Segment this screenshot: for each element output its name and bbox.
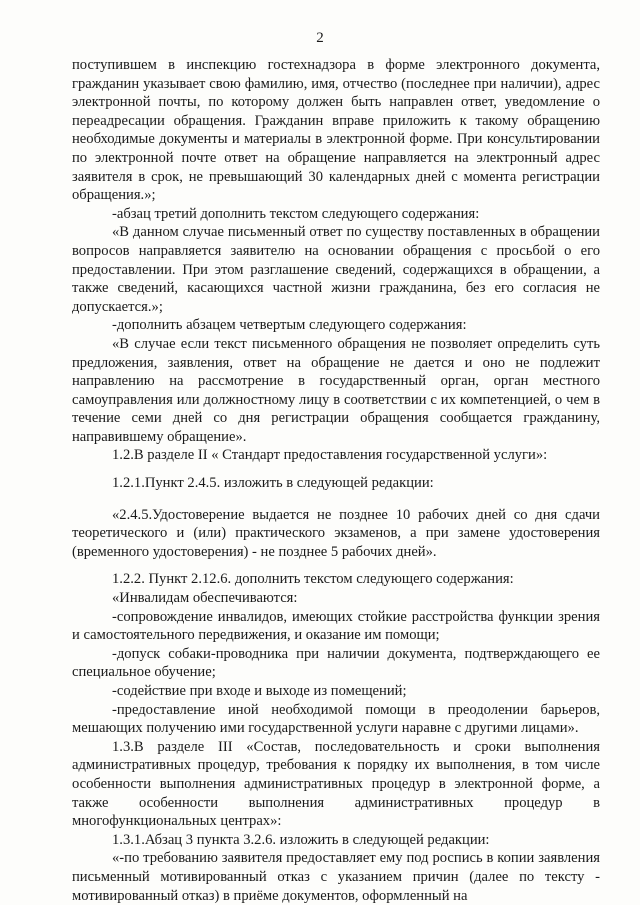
paragraph-8: «2.4.5.Удостоверение выдается не позднее 10 рабочих дней со дня сдачи теоретического и (или) практического экзаменов, а при замене удостоверения (временного удостоверения) - не позднее 5 рабочих дней».	[72, 506, 600, 560]
paragraph-7: 1.2.1.Пункт 2.4.5. изложить в следующей редакции:	[112, 475, 434, 492]
paragraph-5: «В случае если текст письменного обращения не позволяет определить суть предложения, заявления, ответ на обращение не дается и оно не подлежит направлению на рассмотрение в государственный орган, орган местного самоуправления или должностному лицу в соответствии с их компетенцией, о чем в течение семи дней со дня регистрации обращения сообщается гражданину, направившему обращение».	[72, 335, 600, 445]
paragraph-14: -предоставление иной необходимой помощи в преодолении барьеров, мешающих получению ими государственной услуги наравне с другими лицами».	[72, 701, 600, 737]
paragraph-4: -дополнить абзацем четвертым следующего содержания:	[112, 317, 467, 334]
paragraph-13: -содействие при входе и выходе из помещений;	[112, 683, 407, 699]
paragraph-12: -допуск собаки-проводника при наличии документа, подтверждающего ее специальное обучение;	[72, 645, 600, 681]
paragraph-2: -абзац третий дополнить текстом следующего содержания:	[112, 205, 480, 222]
paragraph-15: 1.3.В разделе III «Состав, последовательность и сроки выполнения административных процедур, требования к порядку их выполнения, в том числе особенности выполнения административных процедур в электронной форме, а также особенности выполнения административных процедур в многофункциональных центрах»:	[72, 738, 600, 830]
paragraph-3: «В данном случае письменный ответ по существу поставленных в обращении вопросов направляется заявителю на основании обращения с просьбой о его предоставлении. При этом разглашение сведений, содержащихся в обращении, а также сведений, касающихся частной жизни гражданина, без его согласия не допускается.»;	[72, 224, 600, 315]
paragraph-10: «Инвалидам обеспечиваются:	[112, 590, 298, 607]
paragraph-17: «-по требованию заявителя предоставляет ему под роспись в копии заявления письменный мотивированный отказ с указанием причин (далее по тексту - мотивированный отказ) в приёме документов, оформленный на	[72, 850, 600, 904]
paragraph-11: -сопровождение инвалидов, имеющих стойкие расстройства функции зрения и самостоятельного передвижения, и оказание им помощи;	[72, 608, 600, 644]
paragraph-9: 1.2.2. Пункт 2.12.6. дополнить текстом следующего содержания:	[112, 571, 514, 588]
paragraph-6: 1.2.В разделе II « Стандарт предоставления государственной услуги»:	[112, 447, 548, 464]
paragraph-16: 1.3.1.Абзац 3 пункта 3.2.6. изложить в следующей редакции:	[112, 831, 490, 848]
document-body	[72, 56, 600, 905]
page-number: 2	[316, 30, 324, 46]
paragraph-1: поступившем в инспекцию гостехнадзора в форме электронного документа, гражданин указывает свою фамилию, имя, отчество (последнее при наличии), адрес электронной почты, по которому должен быть направлен ответ, уведомление о переадресации обращения. Гражданин вправе приложить к такому обращению необходимые документы и материалы в электронной форме. При консультировании по электронной почте ответ на обращение направляется на электронный адрес заявителя в срок, не превышающий 30 календарных дней с момента регистрации обращения.»;	[72, 57, 600, 204]
